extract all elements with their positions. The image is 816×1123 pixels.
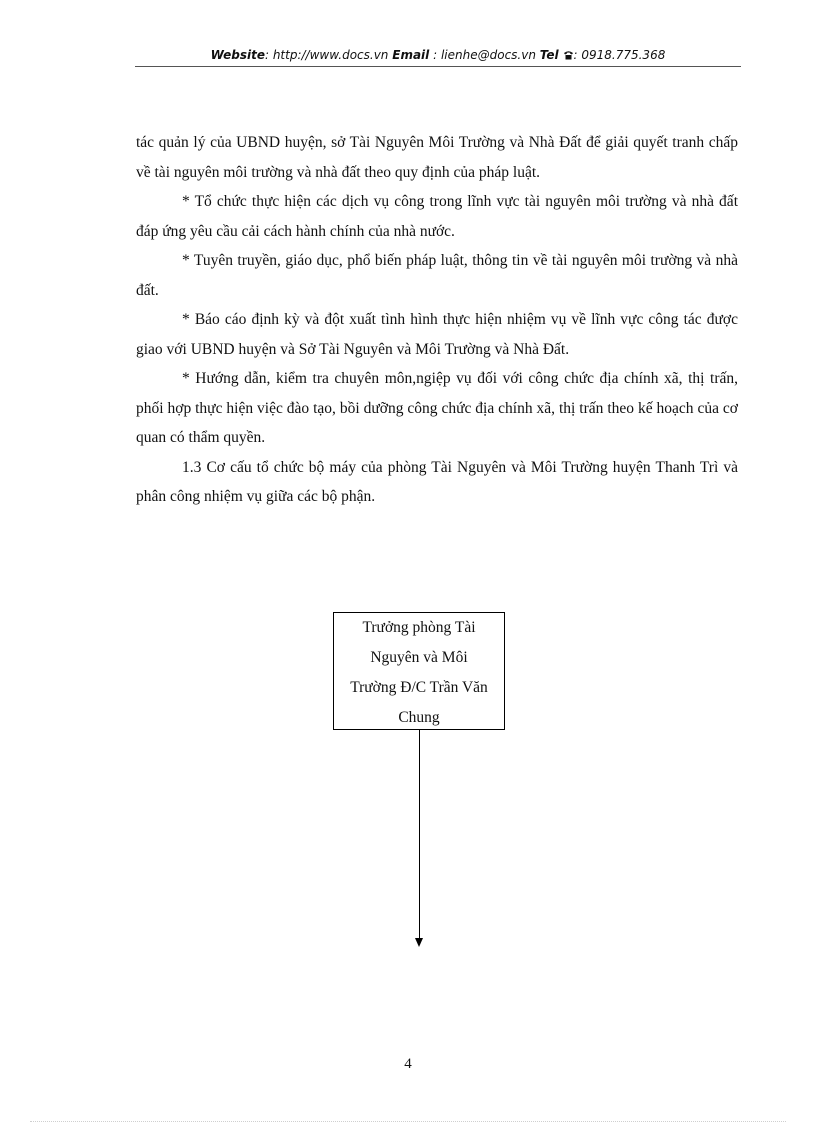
email-address: : lienhe@docs.vn xyxy=(433,48,536,62)
paragraph-3: * Tuyên truyền, giáo dục, phổ biến pháp luật, thông tin về tài nguyên môi trường và nhà đất. xyxy=(136,252,738,299)
paragraph-5: * Hướng dẫn, kiểm tra chuyên môn,ngiệp vụ đối với công chức địa chính xã, thị trấn, phối hợp thực hiện việc đào tạo, bồi dưỡng công chức địa chính xã, thị trấn theo kế hoạch của cơ quan có thẩm quyền. xyxy=(136,370,738,446)
website-url: : http://www.docs.vn xyxy=(264,48,389,62)
paragraph-2: * Tổ chức thực hiện các dịch vụ công trong lĩnh vực tài nguyên môi trường và nhà đất đáp ứng yêu cầu cải cách hành chính của nhà nước. xyxy=(136,193,738,240)
org-chart-head-box: Trưởng phòng Tài Nguyên và Môi Trường Đ/C Trần Văn Chung xyxy=(333,612,505,730)
page-bottom-border xyxy=(30,1121,786,1122)
page-number: 4 xyxy=(404,1056,412,1072)
header-divider xyxy=(135,66,741,67)
phone-icon xyxy=(563,50,574,60)
page-header xyxy=(135,48,741,62)
website-label: Website xyxy=(210,48,265,62)
section-heading-1-3: 1.3 Cơ cấu tổ chức bộ máy của phòng Tài Nguyên và Môi Trường huyện Thanh Trì và phân công nhiệm vụ giữa các bộ phận. xyxy=(136,458,738,505)
document-body xyxy=(136,128,738,512)
tel-number: : 0918.775.368 xyxy=(573,48,666,62)
email-label: Email xyxy=(392,48,430,62)
arrow-down-icon xyxy=(415,938,423,947)
paragraph-1: tác quản lý của UBND huyện, sở Tài Nguyên Môi Trường và Nhà Đất để giải quyết tranh chấp về tài nguyên môi trường và nhà đất theo quy định của pháp luật. xyxy=(136,134,738,181)
paragraph-4: * Báo cáo định kỳ và đột xuất tình hình thực hiện nhiệm vụ về lĩnh vực công tác được giao với UBND huyện và Sở Tài Nguyên và Môi Trường và Nhà Đất. xyxy=(136,311,738,358)
tel-label: Tel xyxy=(539,48,559,62)
org-chart-connector xyxy=(419,730,420,940)
